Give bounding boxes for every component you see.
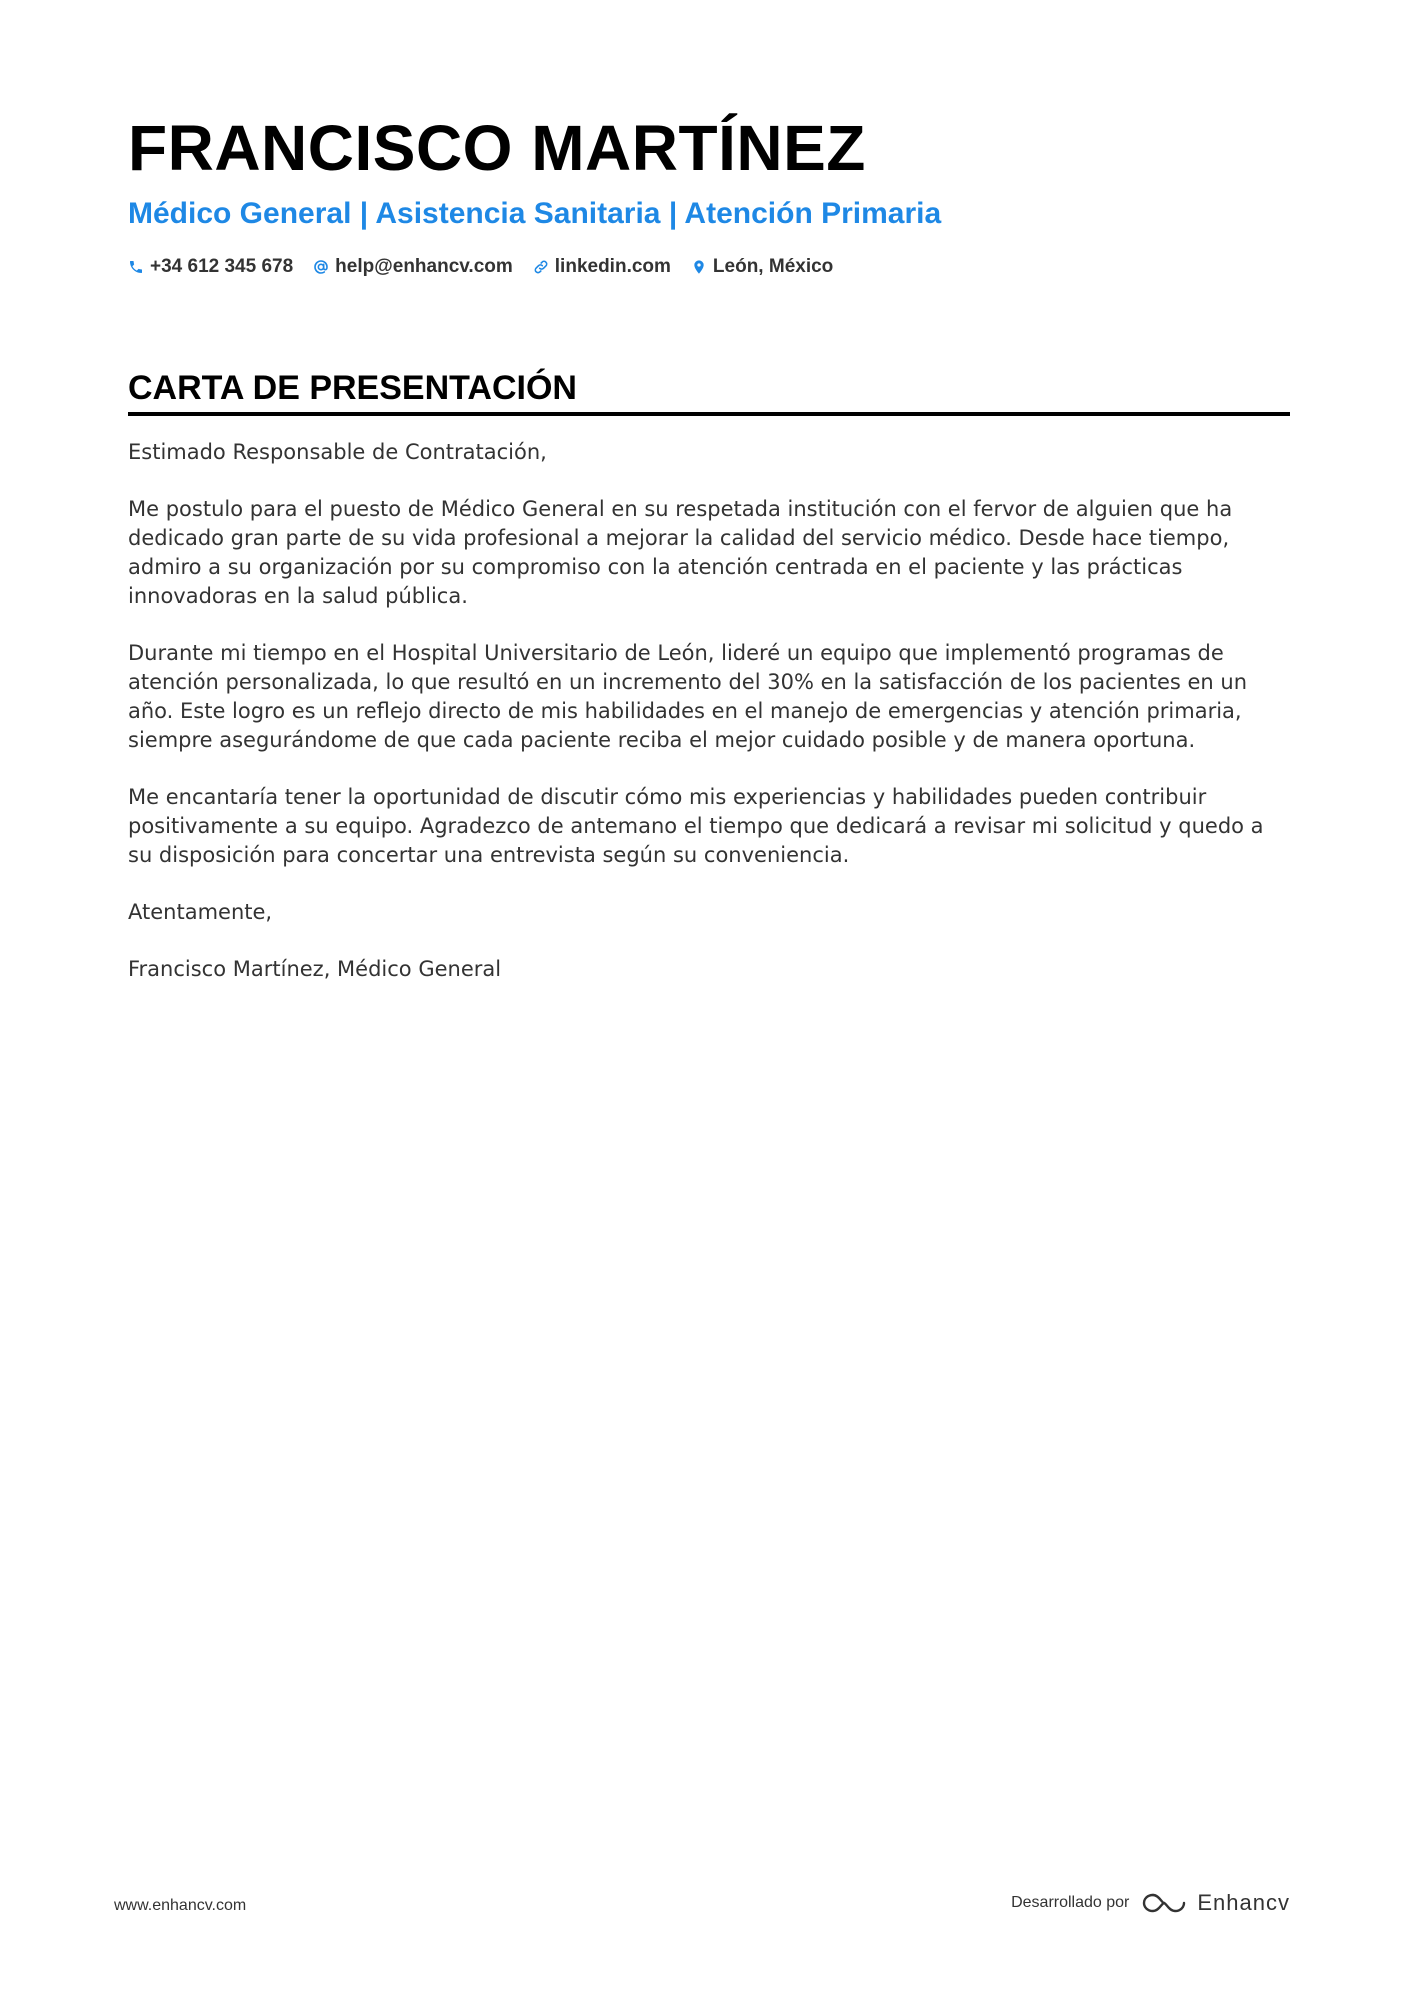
footer-branding — [1011, 1890, 1290, 1916]
contact-email[interactable] — [313, 256, 513, 278]
location-icon — [691, 259, 707, 275]
contact-linkedin[interactable] — [533, 256, 671, 278]
contact-email-text[interactable]: help@enhancv.com — [335, 256, 513, 277]
link-icon — [533, 259, 549, 275]
letter-paragraph: Durante mi tiempo en el Hospital Universitario de León, lideré un equipo que implementó programas de atención personalizada, lo que resultó en un incremento del 30% en la satisfacción de los pacientes en un año. Este logro es un reflejo directo de mis habilidades en el manejo de emergencias y atención primaria, siempre asegurándome de que cada paciente reciba el mejor cuidado posible y de manera oportuna. — [128, 641, 1248, 752]
candidate-title: Médico General | Asistencia Sanitaria | Atención Primaria — [128, 197, 942, 230]
contact-phone — [128, 256, 293, 278]
powered-by-label: Desarrollado por — [1011, 1894, 1130, 1911]
letter-paragraph: Me encantaría tener la oportunidad de discutir cómo mis experiencias y habilidades pueden contribuir positivamente a su equipo. Agradezco de antemano el tiempo que dedicará a revisar mi solicitud y quedo a su disposición para concertar una entrevista según su conveniencia. — [128, 785, 1264, 867]
contact-location-text: León, México — [712, 256, 834, 277]
letter-body — [128, 438, 1290, 984]
cover-letter-section — [128, 366, 1290, 1012]
at-icon — [313, 259, 329, 275]
contact-list — [128, 256, 1288, 278]
contact-linkedin-text[interactable]: linkedin.com — [554, 256, 671, 277]
letter-closing: Atentamente, — [128, 900, 273, 924]
brand-logo[interactable] — [1141, 1890, 1290, 1916]
section-title: CARTA DE PRESENTACIÓN — [128, 366, 1290, 416]
contact-location — [691, 256, 833, 278]
letter-paragraph: Me postulo para el puesto de Médico General en su respetada institución con el fervor de alguien que ha dedicado gran parte de su vida profesional a mejorar la calidad del servicio médico. Desde hace tiempo, admiro a su organización por su compromiso con la atención centrada en el paciente y las prácticas innovadoras en la salud pública. — [128, 497, 1233, 608]
phone-icon — [128, 259, 144, 275]
brand-name: Enhancv — [1197, 1890, 1290, 1915]
letter-greeting: Estimado Responsable de Contratación, — [128, 440, 547, 464]
header — [128, 108, 1288, 278]
candidate-name: FRANCISCO MARTÍNEZ — [128, 112, 866, 184]
infinity-logo-icon — [1141, 1891, 1187, 1915]
contact-phone-text: +34 612 345 678 — [150, 256, 294, 277]
footer-website[interactable]: www.enhancv.com — [114, 1897, 247, 1914]
letter-signature: Francisco Martínez, Médico General — [128, 957, 502, 981]
